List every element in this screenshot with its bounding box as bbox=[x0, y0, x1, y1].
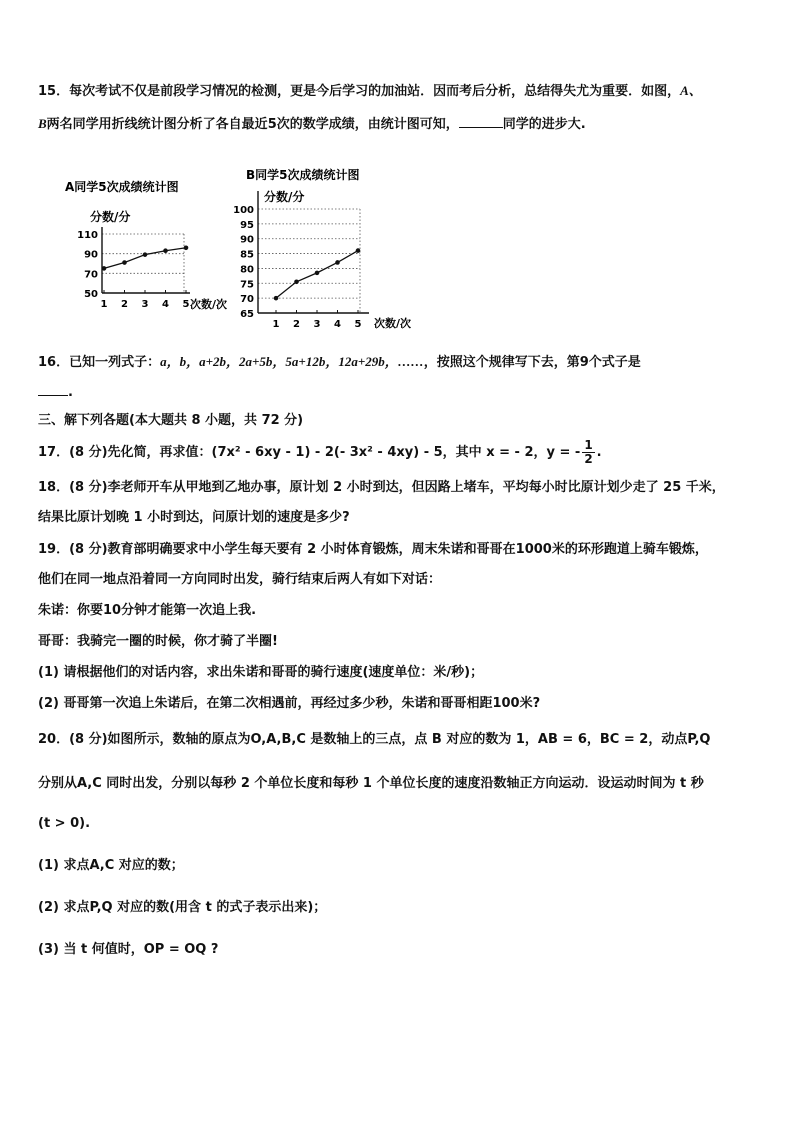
chart-b-ytick: 85 bbox=[240, 249, 254, 261]
chart-b-point bbox=[315, 271, 320, 276]
chart-a-xtick: 1 bbox=[100, 299, 108, 310]
chart-a-xlabel: 次数/次 bbox=[190, 298, 228, 311]
chart-b-point bbox=[274, 296, 279, 301]
chart-a-xtick: 2 bbox=[121, 299, 128, 310]
chart-a-series-line bbox=[104, 248, 186, 269]
q15-text-1: 15．每次考试不仅是前段学习情况的检测，更是今后学习的加油站．因而考后分析，总结得失尤为重要．如图， bbox=[38, 84, 681, 99]
chart-b-point bbox=[294, 280, 299, 285]
chart-b-xtick: 3 bbox=[313, 319, 321, 330]
chart-b-xtick: 4 bbox=[334, 319, 341, 330]
q15-line2 bbox=[38, 115, 586, 134]
chart-b-point bbox=[356, 248, 361, 253]
q16-line1 bbox=[38, 353, 641, 372]
q17-end: . bbox=[596, 445, 602, 460]
chart-b-xtick: 1 bbox=[272, 319, 280, 330]
section-3-heading: 三、解下列各题(本大题共 8 小题，共 72 分) bbox=[38, 413, 304, 428]
q19-line2: 他们在同一地点沿着同一方向同时出发，骑行结束后两人有如下对话： bbox=[38, 572, 442, 587]
q19-line1: 19．(8 分)教育部明确要求中小学生每天要有 2 小时体育锻炼，周末朱诺和哥哥在1000米的环形跑道上骑车锻炼， bbox=[38, 542, 708, 557]
q15-answer-blank[interactable] bbox=[459, 115, 503, 128]
q15-text-2b: 次的数学成绩，由统计图可知， bbox=[276, 117, 459, 132]
chart-b-ytick: 70 bbox=[240, 294, 254, 306]
q20-line3: (t > 0). bbox=[38, 816, 91, 831]
q17-text: 17．(8 分)先化简，再求值：(7x² - 6xy - 1) - 2(- 3x² - 4xy) - 5，其中 x = - 2，y = - bbox=[38, 445, 581, 460]
chart-a-xtick: 4 bbox=[162, 299, 169, 310]
q19-line3: 朱诺：你要10分钟才能第一次追上我. bbox=[38, 603, 257, 618]
q17-frac-den: 2 bbox=[584, 452, 593, 466]
chart-a-title: A同学5次成绩统计图 bbox=[65, 180, 179, 194]
q20-line4: (1) 求点A,C 对应的数； bbox=[38, 858, 184, 873]
chart-b-xlabel: 次数/次 bbox=[374, 317, 412, 330]
q17-fraction bbox=[582, 439, 594, 466]
chart-b-title: B同学5次成绩统计图 bbox=[246, 168, 360, 182]
chart-a-svg bbox=[60, 172, 240, 322]
q17-line bbox=[38, 436, 602, 470]
chart-b-xtick: 2 bbox=[293, 319, 300, 330]
chart-a-ytick: 50 bbox=[84, 289, 98, 300]
chart-a-point bbox=[122, 260, 127, 265]
q16-question: ，按照这个规律写下去，第9个式子是 bbox=[423, 355, 641, 370]
chart-a-point bbox=[163, 248, 168, 253]
chart-a bbox=[60, 172, 240, 322]
chart-b-ytick: 100 bbox=[233, 205, 254, 216]
chart-a-point bbox=[143, 252, 148, 257]
chart-b-ytick: 90 bbox=[240, 234, 254, 246]
chart-a-xtick: 3 bbox=[141, 299, 149, 310]
q15-var-a: A、 bbox=[680, 83, 702, 98]
chart-a-xtick: 5 bbox=[182, 299, 190, 310]
q15-text-2c: 同学的进步大. bbox=[502, 117, 586, 132]
q15-text-2a: 两名同学用折线统计图分析了各自最近 bbox=[46, 117, 268, 132]
q16-sequence: a，b，a+2b，2a+5b，5a+12b，12a+29b，…… bbox=[160, 354, 424, 369]
q15-num5: 5 bbox=[267, 117, 277, 132]
chart-a-ylabel: 分数/分 bbox=[90, 210, 131, 224]
q20-line1: 20．(8 分)如图所示，数轴的原点为O,A,B,C 是数轴上的三点，点 B 对应的数为 1，AB = 6，BC = 2，动点P,Q bbox=[38, 732, 711, 747]
q20-line2: 分别从A,C 同时出发，分别以每秒 2 个单位长度和每秒 1 个单位长度的速度沿数轴正方向运动．设运动时间为 t 秒 bbox=[38, 776, 704, 791]
chart-b-ylabel: 分数/分 bbox=[264, 190, 305, 204]
q18-line1: 18．(8 分)李老师开车从甲地到乙地办事，原计划 2 小时到达，但因路上堵车，平均每小时比原计划少走了 25 千米， bbox=[38, 480, 725, 495]
q18-line2: 结果比原计划晚 1 小时到达，问原计划的速度是多少? bbox=[38, 510, 350, 525]
chart-b-ytick: 80 bbox=[240, 264, 254, 276]
q20-line5: (2) 求点P,Q 对应的数(用含 t 的式子表示出来)； bbox=[38, 900, 327, 915]
chart-a-point bbox=[184, 245, 189, 250]
q19-line5: (1) 请根据他们的对话内容，求出朱诺和哥哥的骑行速度(速度单位：米/秒)； bbox=[38, 665, 484, 680]
q19-line6: (2) 哥哥第一次追上朱诺后，在第二次相遇前，再经过多少秒，朱诺和哥哥相距100米? bbox=[38, 696, 541, 711]
q16-answer-blank[interactable] bbox=[38, 383, 68, 396]
q16-line2 bbox=[38, 383, 73, 402]
q15-var-b: B bbox=[38, 116, 47, 131]
q19-line4: 哥哥：我骑完一圈的时候，你才骑了半圈! bbox=[38, 634, 278, 649]
chart-b bbox=[226, 163, 436, 343]
chart-b-ytick: 75 bbox=[240, 279, 254, 291]
q15-line1 bbox=[38, 82, 702, 101]
chart-b-point bbox=[335, 260, 340, 265]
chart-a-ytick: 110 bbox=[77, 230, 98, 241]
chart-b-ytick: 65 bbox=[240, 309, 254, 320]
q16-intro: 16．已知一列式子： bbox=[38, 355, 161, 370]
chart-a-ytick: 90 bbox=[84, 249, 98, 261]
chart-b-xtick: 5 bbox=[354, 319, 362, 330]
chart-b-ytick: 95 bbox=[240, 219, 254, 231]
q20-line6: (3) 当 t 何值时，OP = OQ ? bbox=[38, 942, 219, 957]
chart-b-svg bbox=[226, 163, 436, 343]
chart-a-ytick: 70 bbox=[84, 269, 98, 281]
q17-frac-num: 1 bbox=[584, 438, 593, 452]
chart-a-point bbox=[102, 266, 107, 271]
q16-end: . bbox=[68, 385, 73, 400]
